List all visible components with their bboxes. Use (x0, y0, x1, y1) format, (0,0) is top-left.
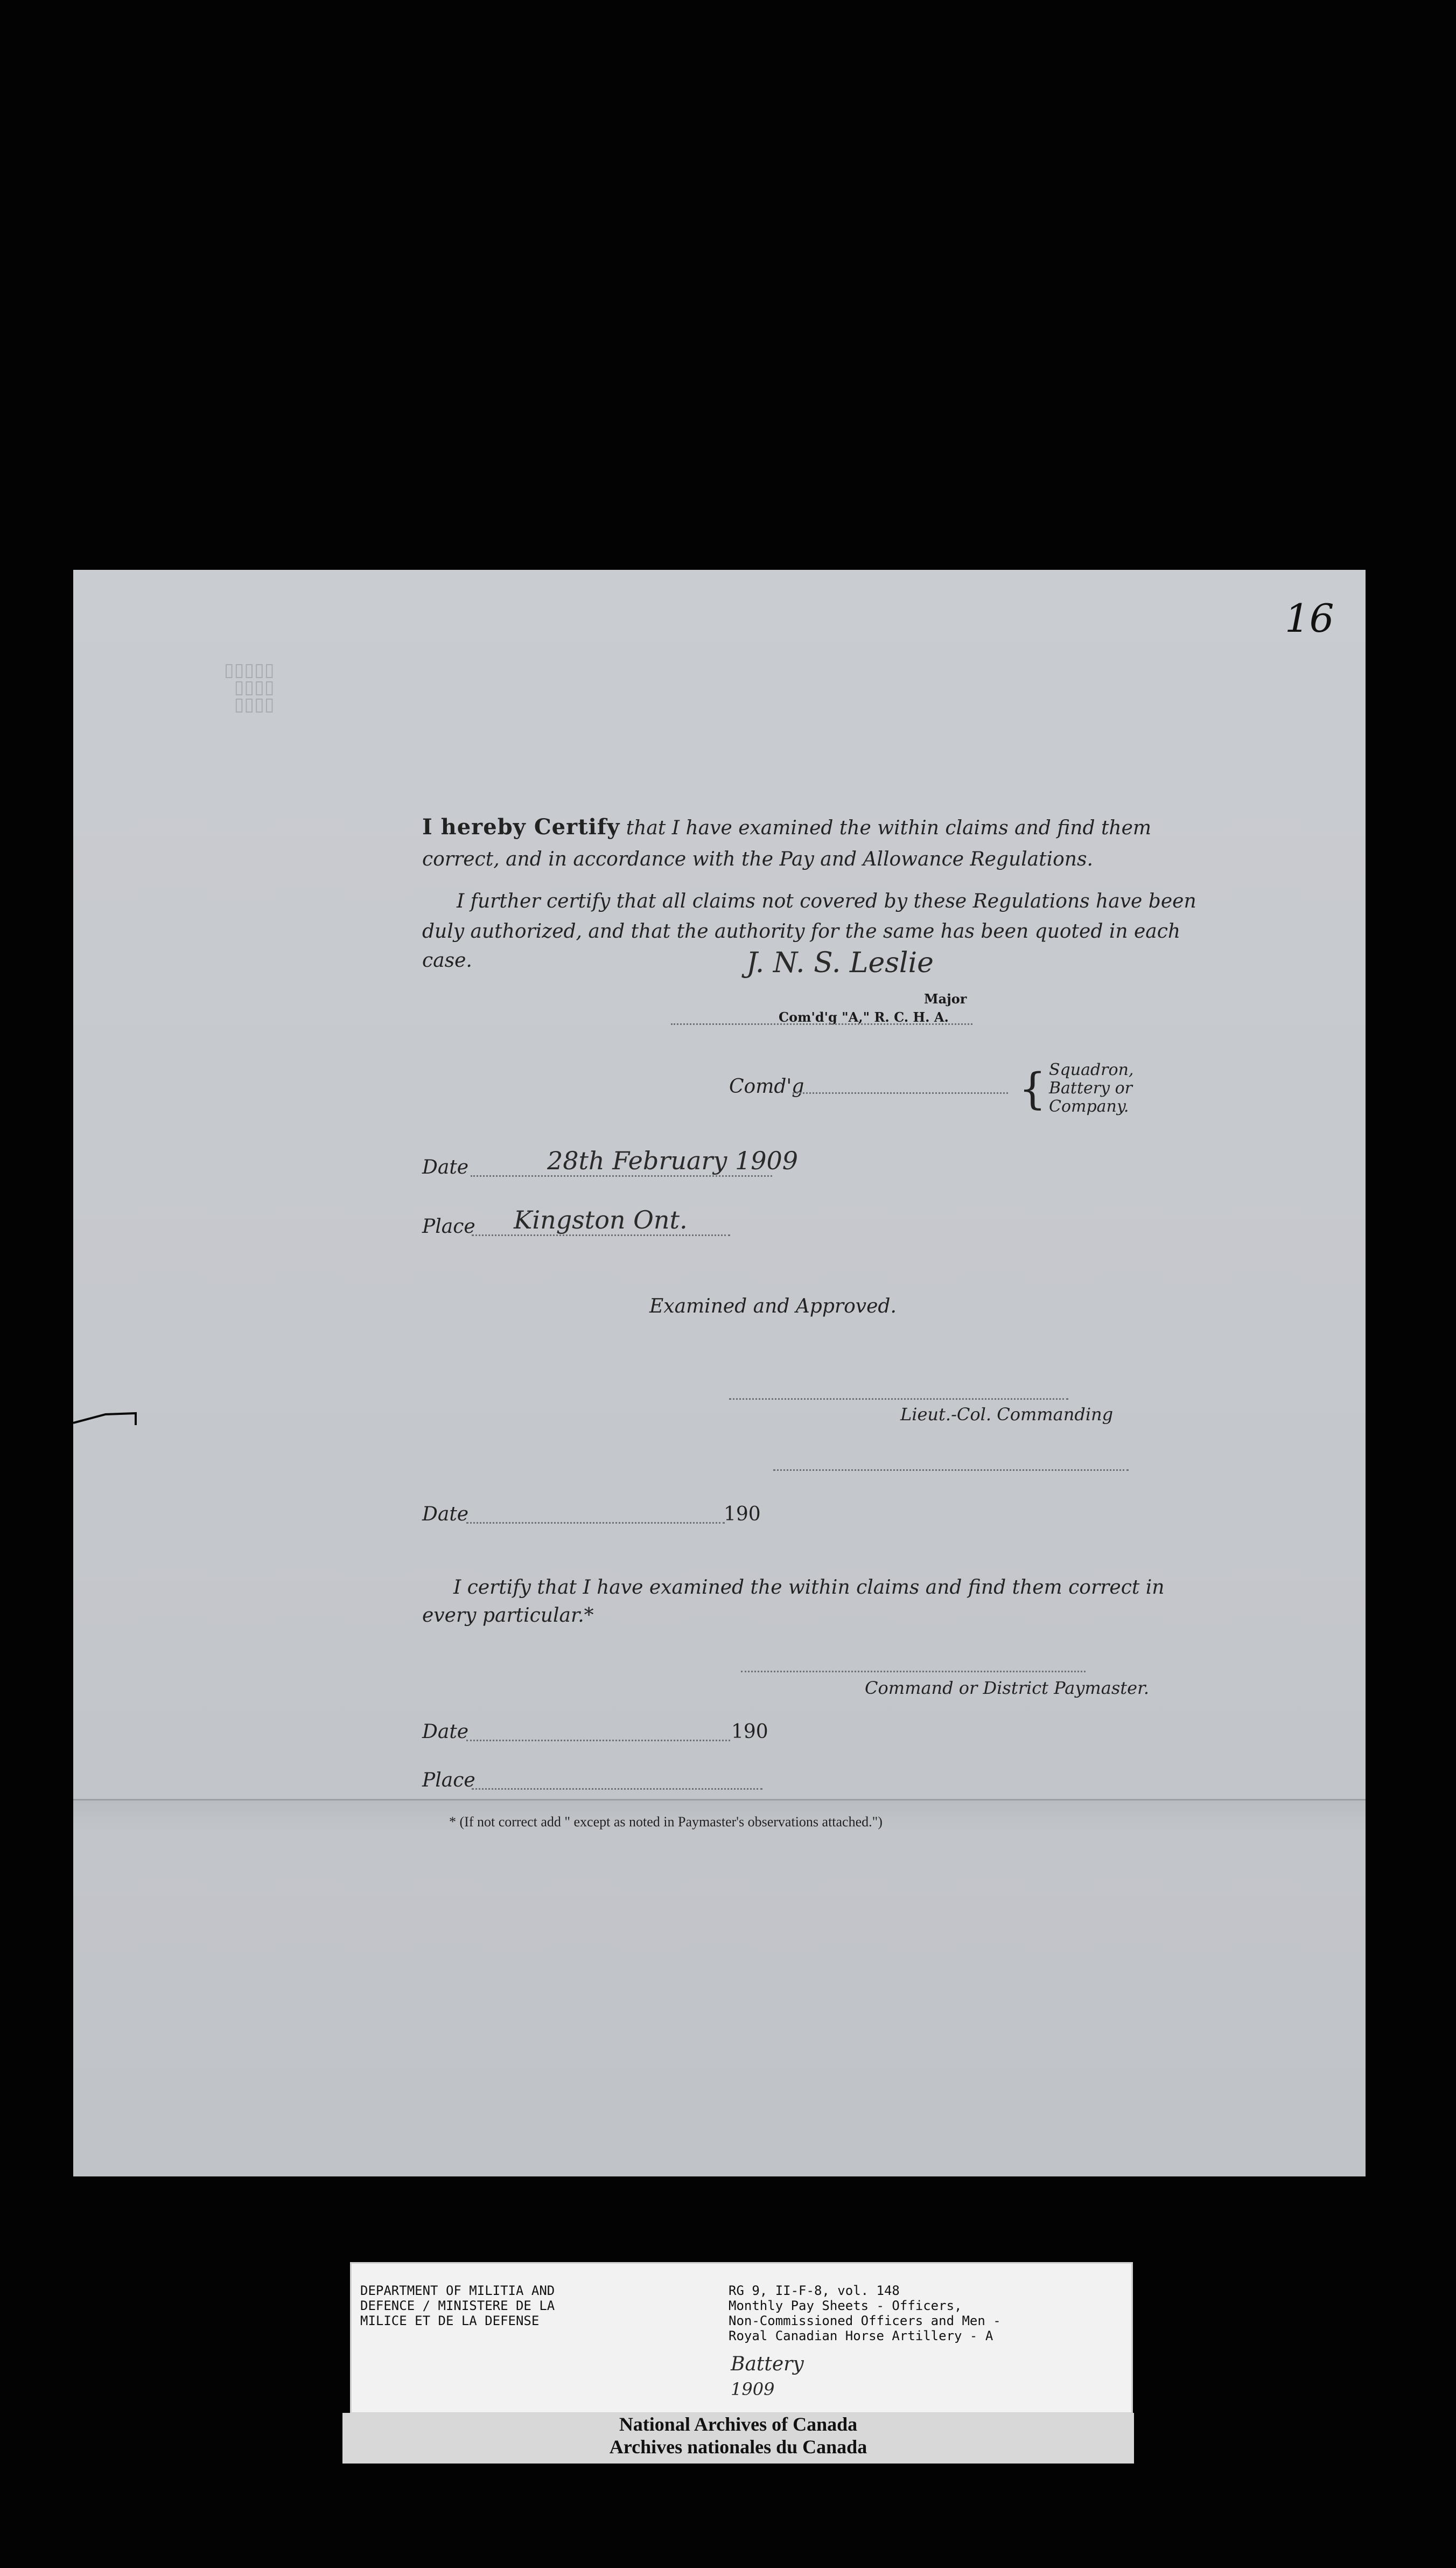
examined-approved: Examined and Approved. (649, 1295, 897, 1317)
archive-hand-1: Battery (731, 2353, 804, 2375)
comdg-line (793, 1092, 1008, 1094)
place-handwritten: Kingston Ont. (514, 1205, 688, 1234)
date2-year: 190 (724, 1503, 761, 1525)
signature-line (671, 1023, 972, 1025)
certify2-line-1: I certify that I have examined the within claims and find them correct in (453, 1576, 1165, 1599)
edge-mark (73, 1410, 138, 1426)
date-label: Date (422, 1156, 469, 1178)
archive-ref-4: Royal Canadian Horse Artillery - A (729, 2328, 993, 2343)
date3-label: Date (422, 1721, 469, 1743)
comdg-option-2: Battery or (1049, 1079, 1133, 1098)
certify-line-1-rest: that I have examined the within claims and find them (626, 817, 1152, 839)
archive-label (350, 2262, 1133, 2414)
archive-bar-line-1: National Archives of Canada (619, 2413, 858, 2435)
certify-line-1 (422, 812, 1151, 843)
place3-label: Place (422, 1769, 475, 1791)
archive-dept-3: MILICE ET DE LA DEFENSE (360, 2313, 540, 2328)
certify-line-2: correct, and in accordance with the Pay and Allowance Regulations. (422, 848, 1093, 870)
archive-ref-3: Non-Commissioned Officers and Men - (729, 2313, 1001, 2328)
bleed-through-mark: ▯▯▯▯▯ ▯▯▯▯ ▯▯▯▯ (224, 659, 275, 715)
comdg-label: Comd'g (729, 1076, 804, 1098)
comdg-option-3: Company. (1049, 1097, 1129, 1116)
lt-col-label: Lieut.-Col. Commanding (900, 1404, 1114, 1425)
date2-label: Date (422, 1503, 469, 1525)
paymaster-label: Command or District Paymaster. (865, 1678, 1150, 1698)
paymaster-line (741, 1671, 1086, 1672)
certify-line-4: duly authorized, and that the authority for the same has been quoted in each (422, 920, 1181, 943)
archive-bar-line-2: Archives nationales du Canada (609, 2436, 867, 2458)
date3-year: 190 (731, 1721, 768, 1743)
certify-lead: I hereby Certify (422, 814, 620, 840)
stamp-unit: Com'd'g "A," R. C. H. A. (779, 1009, 949, 1025)
extra-line (773, 1469, 1129, 1471)
comdg-brace: { (1019, 1064, 1046, 1114)
date-line (471, 1175, 772, 1177)
certify-line-5: case. (422, 950, 472, 972)
date2-line (466, 1522, 725, 1524)
archive-ref-2: Monthly Pay Sheets - Officers, (729, 2298, 962, 2313)
archive-dept-1: DEPARTMENT OF MILITIA AND (360, 2283, 555, 2298)
place3-line (472, 1788, 762, 1790)
date-handwritten: 28th February 1909 (547, 1146, 799, 1175)
archive-ref-1: RG 9, II-F-8, vol. 148 (729, 2283, 900, 2298)
place-line (472, 1234, 730, 1236)
comdg-option-1: Squadron, (1049, 1060, 1134, 1079)
place-label: Place (422, 1216, 475, 1238)
footnote: * (If not correct add " except as noted in Paymaster's observations attached.") (449, 1814, 883, 1830)
signature-handwritten: J. N. S. Leslie (746, 947, 934, 979)
archive-dept-2: DEFENCE / MINISTERE DE LA (360, 2298, 555, 2313)
document-page (73, 570, 1366, 2175)
certify2-line-2: every particular.* (422, 1604, 594, 1627)
stamp-title: Major (924, 991, 967, 1007)
archive-hand-2: 1909 (731, 2379, 775, 2399)
date3-line (466, 1740, 730, 1741)
page-number: 16 (1285, 596, 1334, 641)
archive-bar (342, 2413, 1134, 2464)
page-fold (73, 1799, 1366, 2176)
certify-line-3: I further certify that all claims not covered by these Regulations have been (457, 890, 1196, 912)
